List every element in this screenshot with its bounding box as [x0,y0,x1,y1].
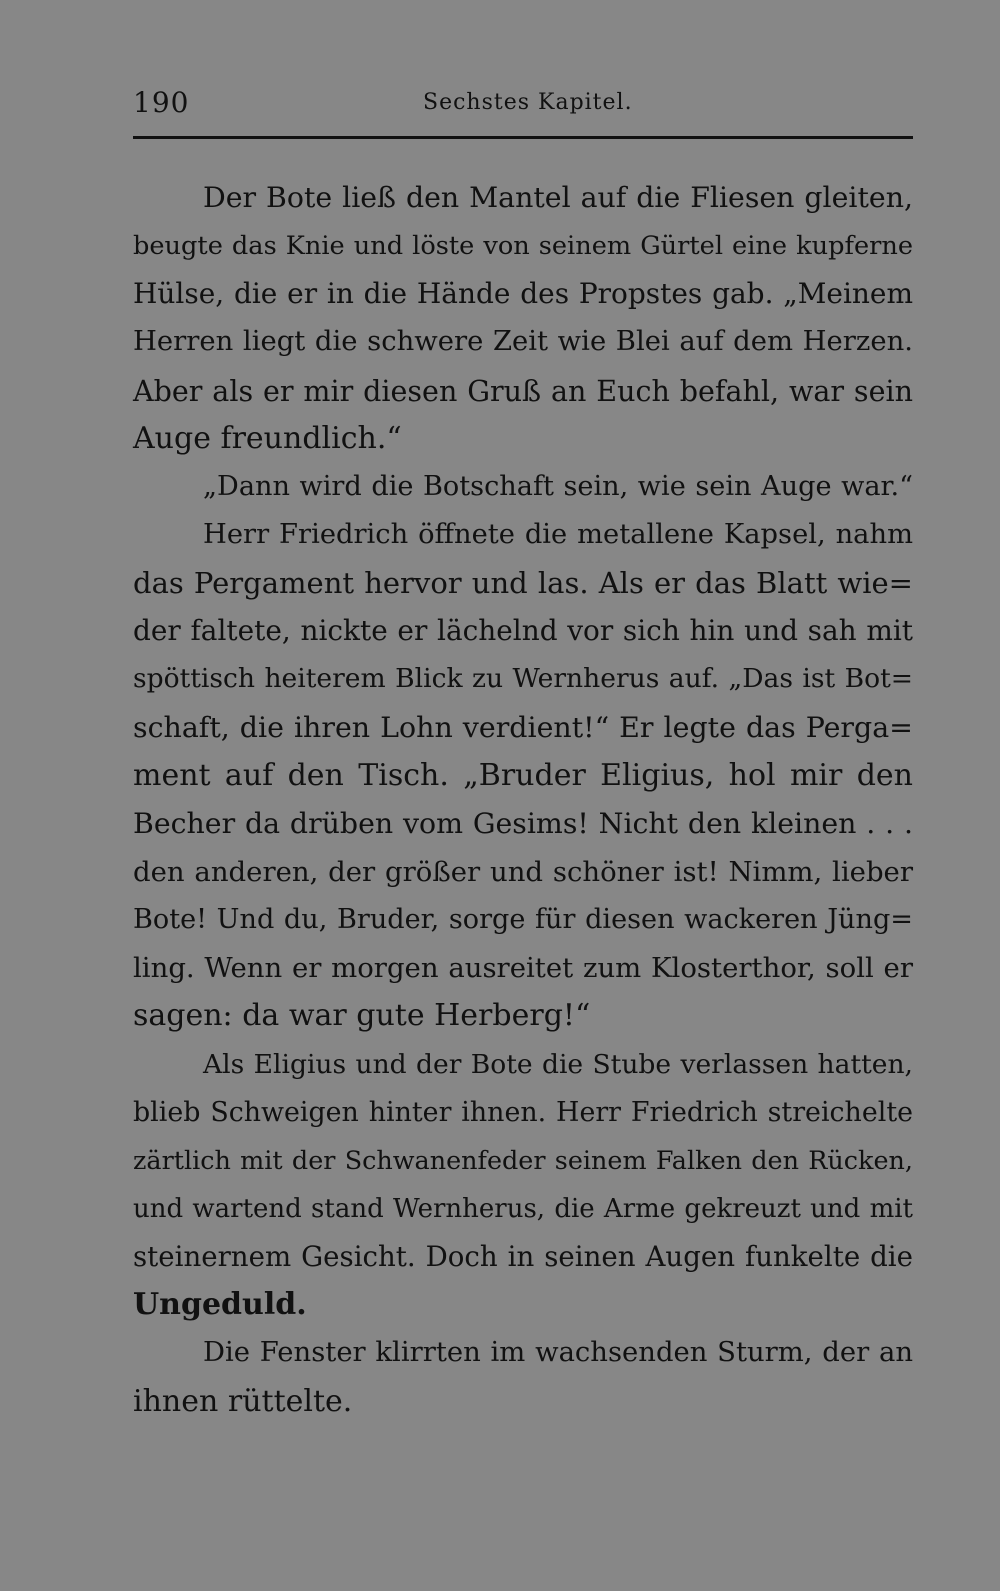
text-line: beugte das Knie und löste von seinem Gürtel eine kupferne [133,231,913,262]
text-line: Aber als er mir diesen Gruß an Euch befahl, war sein [133,373,913,408]
text-line: Becher da drüben vom Gesims! Nicht den kleinen . . . [133,806,913,840]
text-line: der faltete, nickte er lächelnd vor sich hin und sah mit [133,614,913,648]
body-text [133,174,913,1426]
page-number: 190 [133,86,190,119]
text-line: das Pergament hervor und las. Als er das Blatt wie= [133,566,913,601]
running-head: Sechstes Kapitel. [423,90,633,115]
text-line: Die Fenster klirrten im wachsenden Sturm, der an [203,1337,913,1369]
text-line: ment auf den Tisch. „Bruder Eligius, hol mir den [133,757,913,793]
text-line: Als Eligius und der Bote die Stube verlassen hatten, [203,1048,913,1080]
text-line: Herren liegt die schwere Zeit wie Blei auf dem Herzen. [133,326,913,358]
text-line: Hülse, die er in die Hände des Propstes gab. „Meinem [133,277,913,311]
text-line: ihnen rüttelte. [133,1383,353,1419]
text-line: Herr Friedrich öffnete die metallene Kapsel, nahm [203,518,913,550]
text-line: zärtlich mit der Schwanenfeder seinem Falken den Rücken, [133,1145,913,1176]
text-line: ling. Wenn er morgen ausreitet zum Klosterthor, soll er [133,952,913,985]
page-header [133,86,913,126]
text-line: spöttisch heiterem Blick zu Wernherus auf. „Das ist Bot= [133,663,913,695]
text-line: „Dann wird die Botschaft sein, wie sein Auge war.“ [203,470,913,502]
text-line: Auge freundlich.“ [133,420,402,456]
text-line: Der Bote ließ den Mantel auf die Fliesen gleiten, [203,181,913,214]
header-rule [133,136,913,139]
text-line: und wartend stand Wernherus, die Arme gekreuzt und mit [133,1193,913,1224]
text-line: Bote! Und du, Bruder, sorge für diesen wackeren Jüng= [133,904,913,936]
text-line: steinernem Gesicht. Doch in seinen Augen funkelte die [133,1240,913,1274]
text-line: den anderen, der größer und schöner ist! Nimm, lieber [133,855,913,888]
text-line: sagen: da war gute Herberg!“ [133,998,591,1034]
text-line: Ungeduld. [133,1287,307,1323]
text-line: schaft, die ihren Lohn verdient!“ Er legte das Perga= [133,710,913,744]
text-line: blieb Schweigen hinter ihnen. Herr Friedrich streichelte [133,1096,913,1128]
